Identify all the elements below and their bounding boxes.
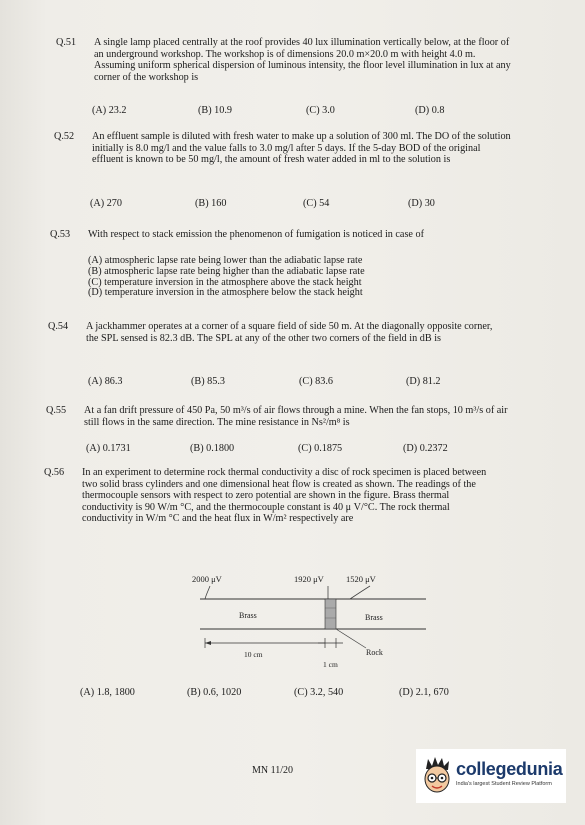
question-text: With respect to stack emission the phenomenon of fumigation is noticed in case of [88,229,424,240]
option-d: (D) 30 [408,198,435,209]
option-b: (B) 10.9 [198,105,232,116]
option-b: (B) 0.6, 1020 [187,687,242,698]
option-c: (C) 83.6 [299,376,333,387]
option-a: (A) 270 [90,198,122,209]
brass-left-label: Brass [239,611,257,620]
statement-b: (B) atmospheric lapse rate being higher than the adiabatic lapse rate [88,265,365,277]
question-text: In an experiment to determine rock thermal conductivity a disc of rock specimen is placed between two solid brass cylinders and one dimensional heat flow is created as shown. The readings of the thermocouple sensors with respect to zero potential are shown in the figure. Brass thermal conductivity is 90 W/m °C, and the thermocouple constant is 40 μ V/°C. The rock thermal conductivity in W/m °C and the heat flux in W/m² respectively are [82,467,487,525]
option-b: (B) 160 [195,198,227,209]
option-c: (C) 0.1875 [298,443,343,454]
logo-tagline: India's largest Student Review Platform [456,781,552,787]
option-b: (B) 0.1800 [190,443,235,454]
option-a: (A) 23.2 [92,105,127,116]
option-d: (D) 2.1, 670 [399,687,449,698]
dim-arrow [205,641,211,645]
question-text: A jackhammer operates at a corner of a square field of side 50 m. At the diagonally opposite corner, the SPL sensed is 82.3 dB. The SPL at any of the other two corners of the field in dB is [86,321,493,344]
option-a: (A) 86.3 [88,376,123,387]
option-c: (C) 3.0 [306,105,335,116]
collegedunia-logo [416,749,566,803]
brass-right-label: Brass [365,613,383,622]
option-d: (D) 0.2372 [403,443,448,454]
option-c: (C) 54 [303,198,330,209]
question-number: Q.52 [54,131,75,142]
question-number: Q.51 [56,37,77,48]
question-text: At a fan drift pressure of 450 Pa, 50 m³/s of air flows through a mine. When the fan stops, 10 m³/s of air still flows in the same direction. The mine resistance in Ns²/m⁸ is [84,405,508,428]
option-d: (D) 0.8 [415,105,445,116]
page-number: MN 11/20 [252,765,294,776]
question-number: Q.56 [44,467,65,478]
option-b: (B) 85.3 [191,376,225,387]
question-number: Q.53 [50,229,71,240]
logo-wordmark: collegedunia [456,759,563,779]
thermal-conductivity-figure [180,568,500,678]
option-d: (D) 81.2 [406,376,441,387]
question-text: An effluent sample is diluted with fresh water to make up a solution of 300 ml. The DO of the solution initially is 8.0 mg/l and the value falls to 3.0 mg/l after 5 days. If the 5-day BOD of the original effluent is known to be 50 mg/l, the amount of fresh water added in ml to the solution is [92,131,511,166]
sensor-lead-1 [205,586,210,599]
statements-53 [88,256,365,299]
dim-10cm-label: 10 cm [244,650,263,659]
rock-leader [336,629,366,648]
question-number: Q.55 [46,405,67,416]
rock-label: Rock [366,648,383,657]
option-a: (A) 1.8, 1800 [80,687,135,698]
sensor-reading-2: 1920 μV [294,574,324,584]
statement-c: (C) temperature inversion in the atmosphere above the stack height [88,276,362,288]
question-number: Q.54 [48,321,69,332]
sensor-lead-3 [350,586,370,599]
option-a: (A) 0.1731 [86,443,131,454]
statement-d: (D) temperature inversion in the atmosphere below the stack height [88,287,363,299]
sensor-reading-1: 2000 μV [192,574,222,584]
mascot-icon [420,755,454,797]
option-c: (C) 3.2, 540 [294,687,344,698]
dim-1cm-label: 1 cm [323,660,338,669]
rock-disc [325,599,336,629]
statement-a: (A) atmospheric lapse rate being lower than the adiabatic lapse rate [88,255,363,266]
sensor-reading-3: 1520 μV [346,574,376,584]
question-text: A single lamp placed centrally at the roof provides 40 lux illumination vertically below, at the floor of an underground workshop. The workshop is of dimensions 20.0 m×20.0 m with height 4.0 m. Assuming uniform spherical dispersion of luminous intensity, the floor level illumination in lux at any corner of the workshop is [94,37,511,83]
